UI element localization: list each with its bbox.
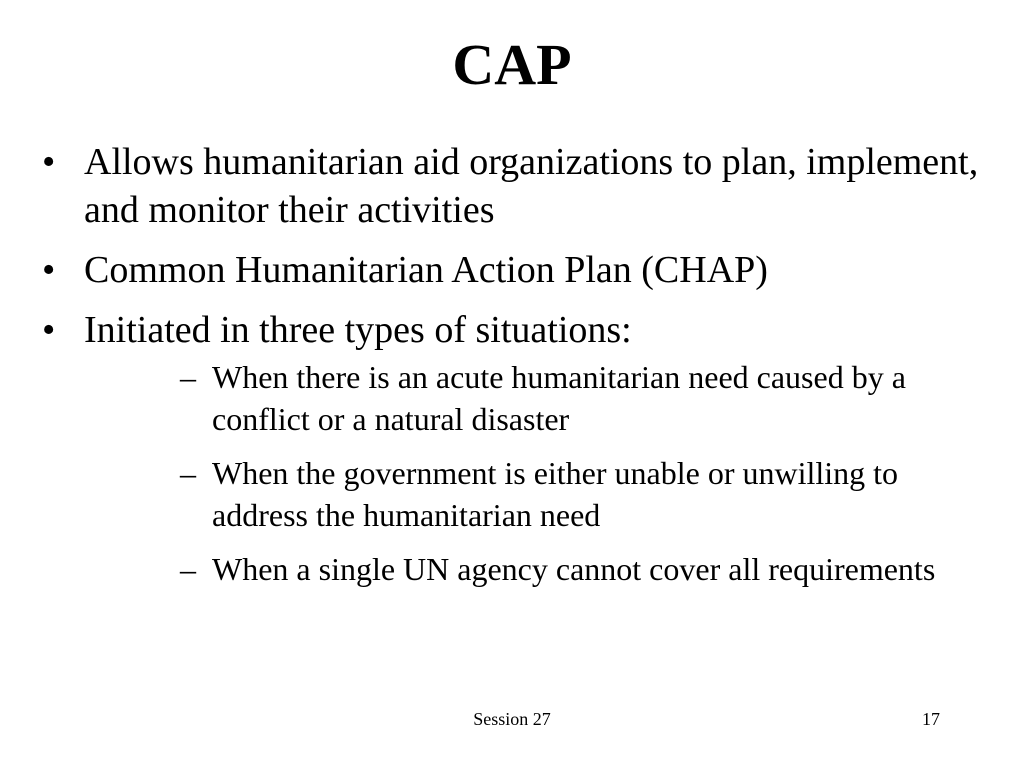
slide-title: CAP bbox=[452, 32, 572, 97]
bullet-text: Allows humanitarian aid organizations to plan, implement, and monitor their activities bbox=[84, 141, 979, 231]
bullet-item bbox=[0, 138, 1024, 234]
bullet-item bbox=[0, 246, 1024, 294]
subbullet-list bbox=[84, 356, 994, 590]
footer-session: Session 27 bbox=[473, 709, 551, 729]
subbullet-item bbox=[84, 452, 994, 536]
bullet-text: Initiated in three types of situations: bbox=[84, 309, 632, 351]
subbullet-item bbox=[84, 548, 994, 590]
footer-page-number: 17 bbox=[922, 709, 940, 729]
subbullet-item bbox=[84, 356, 994, 440]
bullet-marker: • bbox=[42, 141, 56, 183]
bullet-marker: • bbox=[42, 249, 56, 291]
subbullet-marker: – bbox=[180, 359, 196, 395]
subbullet-text: When the government is either unable or unwilling to address the humanitarian need bbox=[212, 455, 899, 533]
bullet-marker: • bbox=[42, 309, 56, 351]
bullet-item bbox=[0, 306, 1024, 590]
subbullet-text: When a single UN agency cannot cover all requirements bbox=[212, 551, 936, 587]
subbullet-marker: – bbox=[180, 551, 196, 587]
subbullet-text: When there is an acute humanitarian need caused by a conflict or a natural disaster bbox=[212, 359, 906, 437]
subbullet-marker: – bbox=[180, 455, 196, 491]
bullet-text: Common Humanitarian Action Plan (CHAP) bbox=[84, 249, 768, 291]
bullet-list bbox=[0, 138, 1024, 602]
